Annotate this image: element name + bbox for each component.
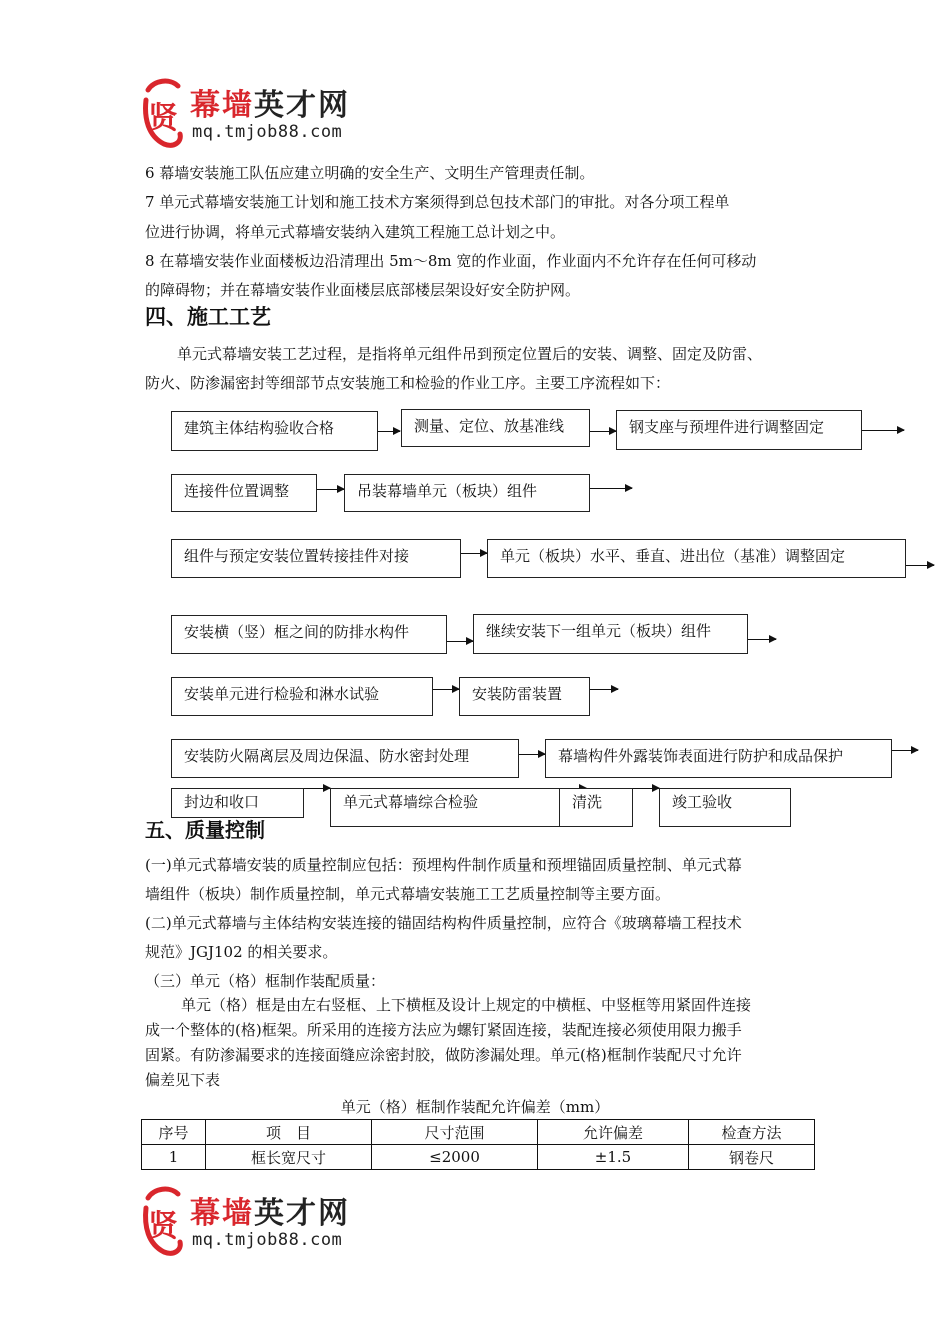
- section-5-title: 五、质量控制: [145, 818, 265, 842]
- table-header-cell: 尺寸范围: [372, 1120, 538, 1145]
- flow-step-9: 继续安装下一组单元（板块）组件: [473, 614, 748, 654]
- section-5-para-2a: (二)单元式幕墙与主体结构安装连接的锚固结构构件质量控制，应符合《玻璃幕墙工程技术: [145, 914, 742, 932]
- table-cell: 框长宽尺寸: [206, 1145, 372, 1170]
- flow-arrow: [590, 431, 616, 432]
- table-header-cell: 检查方法: [689, 1120, 815, 1145]
- flow-step-6: 组件与预定安装位置转接挂件对接: [171, 539, 461, 578]
- svg-text:贤: 贤: [148, 1209, 178, 1244]
- flow-arrow: [748, 639, 776, 640]
- flow-step-1: 建筑主体结构验收合格: [171, 411, 378, 451]
- flow-step-13: 幕墙构件外露装饰表面进行防护和成品保护: [545, 739, 892, 778]
- flow-step-7: 单元（板块）水平、垂直、进出位（基准）调整固定: [487, 539, 906, 578]
- flow-arrow: [519, 754, 545, 755]
- logo-top: [140, 78, 400, 158]
- table-header-cell: 允许偏差: [538, 1120, 689, 1145]
- flow-arrow: [317, 489, 344, 490]
- flow-arrow: [633, 788, 659, 789]
- table-header-row: [142, 1120, 815, 1145]
- brand-url: mq.tmjob88.com: [192, 122, 343, 142]
- flow-step-4: 连接件位置调整: [171, 474, 317, 512]
- flow-step-11: 安装防雷装置: [459, 677, 590, 716]
- flow-arrow: [590, 689, 618, 690]
- table-caption: 单元（格）框制作装配允许偏差（mm）: [340, 1098, 610, 1116]
- flow-arrow: [447, 641, 473, 642]
- table-row: [142, 1145, 815, 1170]
- flow-step-17: 竣工验收: [659, 788, 791, 827]
- flow-step-14: 封边和收口: [171, 788, 304, 818]
- flow-arrow: [461, 553, 487, 554]
- section-5-para-3: （三）单元（格）框制作装配质量：: [145, 972, 386, 990]
- table-header-cell: 项 目: [206, 1120, 372, 1145]
- flow-step-10: 安装单元进行检验和淋水试验: [171, 677, 433, 716]
- section-5-para-4b: 成一个整体的(格)框架。所采用的连接方法应为螺钉紧固连接，装配连接必须使用限力搬手: [145, 1021, 742, 1039]
- flow-arrow: [590, 488, 632, 489]
- flow-arrow: [304, 788, 330, 789]
- flow-step-5: 吊装幕墙单元（板块）组件: [344, 474, 590, 512]
- flow-step-15: 单元式幕墙综合检验: [330, 788, 560, 827]
- section-4-para-2: 防火、防渗漏密封等细部节点安装施工和检验的作业工序。主要工序流程如下：: [145, 374, 671, 392]
- section-5-para-4d: 偏差见下表: [145, 1071, 221, 1089]
- section-5-para-1a: (一)单元式幕墙安装的质量控制应包括：预埋构件制作质量和预埋锚固质量控制、单元式幕: [145, 856, 742, 874]
- flow-step-8: 安装横（竖）框之间的防排水构件: [171, 615, 447, 654]
- logo-bottom: [140, 1186, 400, 1266]
- brand-name: 幕墙英才网: [190, 1196, 350, 1231]
- flow-step-12: 安装防火隔离层及周边保温、防水密封处理: [171, 739, 519, 778]
- brand-logo-icon: [140, 78, 186, 150]
- section-4-title: 四、施工工艺: [145, 305, 271, 329]
- flow-step-3: 钢支座与预埋件进行调整固定: [616, 410, 862, 450]
- section-5-para-4a: 单元（格）框是由左右竖框、上下横框及设计上规定的中横框、中竖框等用紧固件连接: [181, 996, 752, 1014]
- tolerance-table: [141, 1119, 815, 1170]
- brand-name: 幕墙英才网: [190, 88, 350, 123]
- section-4-para-1: 单元式幕墙安装工艺过程，是指将单元组件吊到预定位置后的安装、调整、固定及防雷、: [177, 345, 763, 363]
- table-cell: 1: [142, 1145, 206, 1170]
- svg-text:贤: 贤: [148, 101, 178, 136]
- intro-line-6: 6 幕墙安装施工队伍应建立明确的安全生产、文明生产管理责任制。: [145, 164, 595, 182]
- table-cell: 钢卷尺: [689, 1145, 815, 1170]
- flow-arrow: [378, 431, 400, 432]
- flow-arrow: [862, 430, 904, 431]
- table-header-cell: 序号: [142, 1120, 206, 1145]
- flow-step-16: 清洗: [559, 788, 633, 827]
- section-5-para-1b: 墙组件（板块）制作质量控制，单元式幕墙安装施工工艺质量控制等主要方面。: [145, 885, 671, 903]
- intro-line-7b: 位进行协调，将单元式幕墙安装纳入建筑工程施工总计划之中。: [145, 223, 566, 241]
- section-5-para-4c: 固紧。有防渗漏要求的连接面缝应涂密封胶，做防渗漏处理。单元(格)框制作装配尺寸允许: [145, 1046, 742, 1064]
- table-cell: ±1.5: [538, 1145, 689, 1170]
- section-5-para-2b: 规范》JGJ102 的相关要求。: [145, 943, 338, 961]
- brand-logo-icon: [140, 1186, 186, 1258]
- flow-arrow: [906, 565, 934, 566]
- intro-line-7a: 7 单元式幕墙安装施工计划和施工技术方案须得到总包技术部门的审批。对各分项工程单: [145, 193, 730, 211]
- flow-arrow: [433, 689, 459, 690]
- intro-line-8a: 8 在幕墙安装作业面楼板边沿清理出 5m～8m 宽的作业面，作业面内不允许存在任何可移动: [145, 252, 757, 270]
- table-cell: ≤2000: [372, 1145, 538, 1170]
- intro-line-8b: 的障碍物；并在幕墙安装作业面楼层底部楼层架设好安全防护网。: [145, 281, 581, 299]
- flow-arrow: [892, 750, 918, 751]
- flow-step-2: 测量、定位、放基准线: [401, 409, 590, 447]
- brand-url: mq.tmjob88.com: [192, 1230, 343, 1250]
